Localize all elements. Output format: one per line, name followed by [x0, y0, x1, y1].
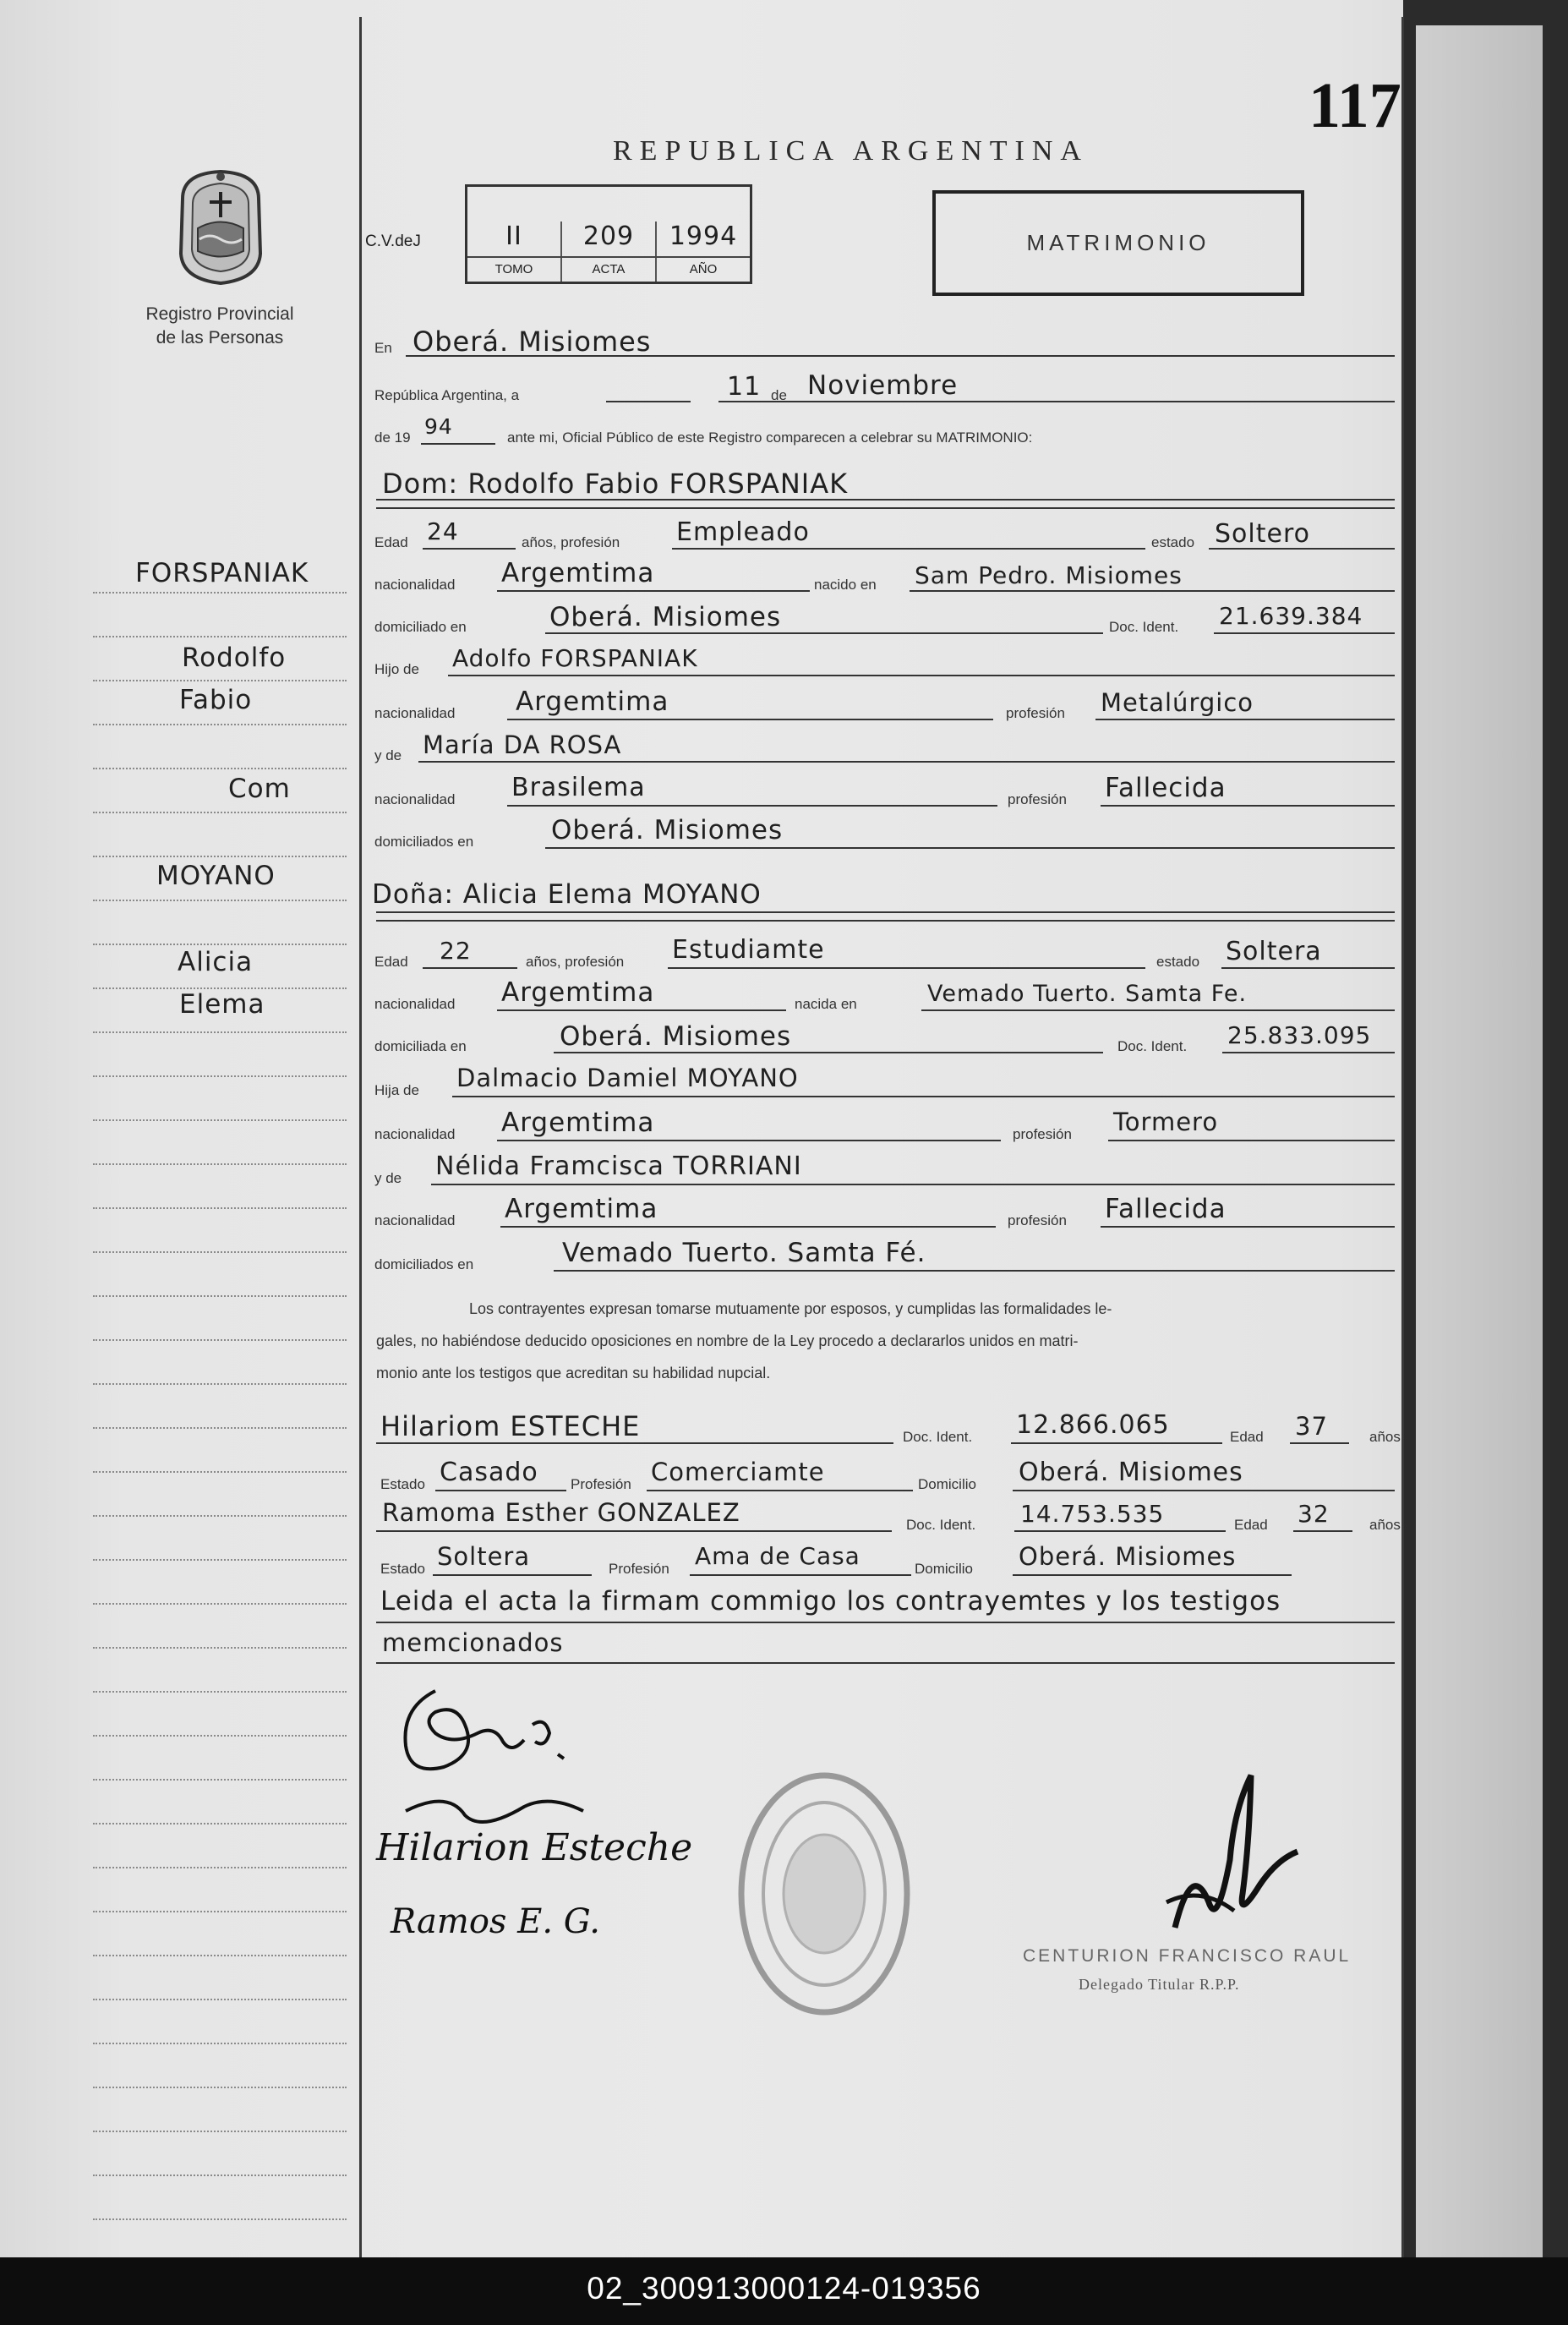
bride-madre-line: [431, 1184, 1395, 1185]
bride-madre-nac-label: nacionalidad: [374, 1212, 456, 1228]
groom-padres-dom: Oberá. Misiomes: [551, 815, 784, 845]
bride-heading-line-2: [376, 920, 1395, 922]
signature-witness-2: Ramos E. G.: [391, 1902, 601, 1941]
bride-domicilio: Oberá. Misiomes: [560, 1021, 792, 1052]
witness-1-doc: 12.866.065: [1016, 1410, 1170, 1440]
groom-madre-line: [418, 761, 1395, 763]
bride-yde-label: y de: [374, 1170, 402, 1186]
groom-madre-prof: Fallecida: [1105, 773, 1227, 803]
bride-dom-line: [554, 1052, 1103, 1053]
bride-nac-line: [497, 1009, 786, 1011]
bride-dom-label: domiciliada en: [374, 1038, 467, 1054]
bride-padre-prof: Tormero: [1113, 1108, 1219, 1136]
bride-padre-line: [452, 1096, 1395, 1097]
margin-ruling-line: [93, 1119, 347, 1121]
registry-line-2: de las Personas: [156, 328, 284, 347]
margin-given-2b: Elema: [179, 989, 265, 1020]
groom-doc-line: [1214, 632, 1395, 634]
witness-2-doc: 14.753.535: [1020, 1500, 1165, 1528]
groom-hijo-label: Hijo de: [374, 661, 419, 677]
bride-padre-nac-line: [497, 1140, 1001, 1141]
closing-line-2: memcionados: [382, 1628, 564, 1657]
margin-ruling-line: [93, 1691, 347, 1693]
witness-1-doc-label: Doc. Ident.: [903, 1429, 973, 1445]
witness-2-prof-label: Profesión: [609, 1561, 669, 1577]
signature-witness-1: Hilarion Esteche: [376, 1826, 693, 1869]
bride-nacida-line: [921, 1009, 1395, 1011]
groom-padre-line: [448, 675, 1395, 676]
margin-ruling-line: [93, 1339, 347, 1341]
witness-1-prof-label: Profesión: [571, 1476, 631, 1492]
margin-ruling-line: [93, 812, 347, 813]
provincial-seal-icon: [166, 165, 276, 287]
margin-ruling-line: [93, 636, 347, 637]
acta-value: 209: [562, 222, 657, 256]
margin-ruling-line: [93, 1471, 347, 1473]
witness-1-estado: Casado: [440, 1458, 538, 1487]
witness-1-prof-line: [647, 1490, 913, 1491]
signature-bride: [385, 1674, 587, 1801]
margin-rule-left: [359, 17, 362, 2257]
margin-ruling-line: [93, 1647, 347, 1649]
margin-ruling-line: [93, 592, 347, 594]
bride-madre-prof: Fallecida: [1105, 1194, 1227, 1224]
groom-profesion: Empleado: [676, 517, 810, 547]
groom-heading: Dom: Rodolfo Fabio FORSPANIAK: [382, 468, 849, 500]
official-stamp-icon: [735, 1767, 913, 2021]
bride-edad-line: [423, 967, 517, 969]
groom-madre-nac: Brasilema: [511, 773, 646, 802]
record-type-box: MATRIMONIO: [932, 190, 1304, 296]
official-role: Delegado Titular R.P.P.: [1079, 1976, 1240, 1993]
witness-1-dom-label: Domicilio: [918, 1476, 976, 1492]
margin-ruling-line: [93, 1383, 347, 1385]
bride-nacionalidad: Argemtima: [501, 977, 655, 1008]
groom-padre-nac-label: nacionalidad: [374, 705, 456, 721]
witness-2-profesion: Ama de Casa: [695, 1542, 860, 1570]
witness-1-estado-line: [435, 1490, 566, 1491]
registry-line-1: Registro Provincial: [145, 304, 294, 324]
margin-surname-1: FORSPANIAK: [135, 558, 309, 588]
bride-profesion: Estudiamte: [672, 935, 825, 965]
bride-heading-line: [376, 911, 1395, 913]
groom-nac-label: nacionalidad: [374, 577, 456, 593]
record-code-label: C.V.deJ: [365, 232, 421, 250]
witness-1-estado-label: Estado: [380, 1476, 425, 1492]
bride-profesion-line: [668, 967, 1145, 969]
witness-2-edad-line: [1293, 1530, 1352, 1532]
groom-edad-line: [423, 548, 516, 550]
tomo-label: TOMO: [467, 258, 562, 282]
witness-2-estado: Soltera: [437, 1542, 531, 1571]
closing-line-2-rule: [376, 1662, 1395, 1664]
witness-2-doc-label: Doc. Ident.: [906, 1517, 976, 1533]
place-line: [406, 355, 1395, 357]
groom-nac-line: [497, 590, 810, 592]
witness-1-domicilio: Oberá. Misiomes: [1019, 1458, 1243, 1487]
witness-1-profesion: Comerciamte: [651, 1458, 825, 1486]
margin-rule-right: [1401, 17, 1404, 2257]
place-value: Oberá. Misiomes: [412, 326, 652, 358]
margin-ruling-line: [93, 1295, 347, 1297]
de-label: de: [771, 387, 787, 403]
groom-madre-prof-line: [1101, 805, 1395, 807]
groom-heading-line-2: [376, 507, 1395, 509]
margin-ruling-line: [93, 2043, 347, 2044]
acta-label: ACTA: [562, 258, 657, 282]
groom-domicilio: Oberá. Misiomes: [549, 602, 782, 632]
margin-ruling-line: [93, 1251, 347, 1253]
signature-official: [1150, 1759, 1302, 1953]
witness-1-doc-line: [1011, 1442, 1222, 1444]
margin-ruling-line: [93, 900, 347, 901]
witness-2-prof-line: [690, 1574, 911, 1576]
margin-ruling-line: [93, 1427, 347, 1429]
groom-doc-label: Doc. Ident.: [1109, 619, 1179, 635]
declaration-line-1: Los contrayentes expresan tomarse mutuamente por esposos, y cumplidas las formalidades le-: [469, 1300, 1112, 1317]
margin-ruling-line: [93, 1559, 347, 1561]
groom-estado-line: [1209, 548, 1395, 550]
witness-2-doc-line: [1014, 1530, 1226, 1532]
groom-profesion-line: [672, 548, 1145, 550]
month-value: Noviembre: [807, 370, 959, 401]
groom-padre-prof-line: [1095, 719, 1395, 720]
groom-estado: Soltero: [1215, 519, 1310, 549]
year-suffix: 94: [424, 414, 453, 439]
margin-given-2a: Alicia: [178, 947, 254, 977]
margin-ruling-line: [93, 1867, 347, 1868]
bride-nac-label: nacionalidad: [374, 996, 456, 1012]
bride-padres-dom-line: [554, 1270, 1395, 1272]
margin-ruling-line: [93, 1911, 347, 1912]
margin-ruling-line: [93, 2175, 347, 2176]
declaration-line-2: gales, no habiéndose deducido oposiciones en nombre de la Ley procedo a declararlos unidos en matri-: [376, 1332, 1079, 1349]
bride-madre-prof-label: profesión: [1008, 1212, 1067, 1228]
tomo-value: II: [467, 222, 562, 256]
groom-heading-line: [376, 499, 1395, 501]
groom-doms-label: domiciliados en: [374, 834, 474, 850]
year-prefix: de 19: [374, 429, 411, 446]
groom-doc: 21.639.384: [1219, 602, 1363, 630]
groom-edad-label: Edad: [374, 534, 408, 550]
witness-2-name-line: [376, 1530, 892, 1532]
margin-ruling-line: [93, 724, 347, 725]
page-number: 117: [1308, 70, 1401, 141]
witness-2-edad: 32: [1298, 1500, 1330, 1528]
en-label: En: [374, 340, 392, 356]
margin-connector: Com: [228, 774, 291, 804]
witness-2-dom-label: Domicilio: [915, 1561, 973, 1577]
witness-1-edad: 37: [1295, 1412, 1328, 1441]
bride-nacida-label: nacida en: [795, 996, 857, 1012]
groom-nacido-en: Sam Pedro. Misiomes: [915, 561, 1183, 589]
witness-2-anios-label: años: [1369, 1517, 1401, 1533]
country-heading: REPUBLICA ARGENTINA: [613, 135, 1089, 167]
margin-ruling-line: [93, 2087, 347, 2088]
next-page-edge: [1416, 25, 1543, 2257]
witness-1-anios-label: años: [1369, 1429, 1401, 1445]
margin-ruling-line: [93, 1735, 347, 1737]
margin-ruling-line: [93, 680, 347, 681]
groom-padre-nac-line: [507, 719, 993, 720]
bride-padres-dom: Vemado Tuerto. Samta Fé.: [562, 1238, 926, 1268]
closing-line-1-rule: [376, 1622, 1395, 1623]
day-pre-line: [606, 401, 691, 402]
witness-1-name-line: [376, 1442, 893, 1444]
groom-madre-nac-line: [507, 805, 997, 807]
groom-padre: Adolfo FORSPANIAK: [452, 644, 698, 672]
margin-surname-2: MOYANO: [156, 861, 276, 891]
margin-ruling-line: [93, 1515, 347, 1517]
groom-padre-prof: Metalúrgico: [1101, 688, 1254, 717]
bride-anios-label: años, profesión: [526, 954, 625, 970]
groom-madre-nac-label: nacionalidad: [374, 791, 456, 807]
registry-name: [118, 303, 321, 350]
bride-doc-label: Doc. Ident.: [1117, 1038, 1188, 1054]
bride-edad: 22: [440, 937, 472, 965]
republica-label: República Argentina, a: [374, 387, 520, 403]
witness-2-dom-line: [1013, 1574, 1292, 1576]
bride-madre-prof-line: [1101, 1226, 1395, 1228]
record-number-box: [465, 184, 752, 284]
witness-2-edad-label: Edad: [1234, 1517, 1268, 1533]
margin-ruling-line: [93, 768, 347, 769]
margin-given-1a: Rodolfo: [182, 643, 287, 673]
margin-ruling-line: [93, 1075, 347, 1077]
anio-label: AÑO: [689, 262, 718, 276]
witness-1-edad-label: Edad: [1230, 1429, 1264, 1445]
margin-ruling-line: [93, 1207, 347, 1209]
groom-padre-nac: Argemtima: [516, 687, 669, 717]
groom-padres-dom-line: [545, 847, 1395, 849]
official-name: CENTURION FRANCISCO RAUL: [1023, 1946, 1352, 1966]
groom-anios-label: años, profesión: [522, 534, 620, 550]
bride-padre-prof-line: [1108, 1140, 1395, 1141]
groom-nacido-label: nacido en: [814, 577, 877, 593]
groom-edad: 24: [427, 517, 459, 545]
date-line: [718, 401, 1395, 402]
closing-line-1: Leida el acta la firmam commigo los contrayemtes y los testigos: [380, 1586, 1281, 1617]
margin-ruling-line: [93, 2131, 347, 2132]
bride-estado: Soltera: [1226, 937, 1322, 966]
image-identifier: 02_300913000124-019356: [587, 2271, 981, 2306]
margin-ruling-line: [93, 1823, 347, 1824]
bride-nacida-en: Vemado Tuerto. Samta Fe.: [927, 981, 1248, 1007]
bride-edad-label: Edad: [374, 954, 408, 970]
margin-ruling-line: [93, 1031, 347, 1033]
margin-given-1b: Fabio: [179, 685, 253, 715]
margin-ruling-line: [93, 944, 347, 945]
witness-2-estado-line: [433, 1574, 592, 1576]
witness-1-name: Hilariom ESTECHE: [380, 1410, 641, 1442]
groom-padre-prof-label: profesión: [1006, 705, 1065, 721]
margin-ruling-line: [93, 856, 347, 857]
bride-heading: Doña: Alicia Elema MOYANO: [372, 879, 762, 910]
witness-2-estado-label: Estado: [380, 1561, 425, 1577]
margin-ruling-line: [93, 1955, 347, 1956]
groom-madre-prof-label: profesión: [1008, 791, 1067, 807]
day-value: 11: [727, 372, 762, 402]
anio-value: 1994: [669, 222, 738, 251]
groom-yde-label: y de: [374, 747, 402, 763]
bride-doc: 25.833.095: [1227, 1021, 1372, 1049]
groom-dom-line: [545, 632, 1103, 634]
bride-padre: Dalmacio Damiel MOYANO: [456, 1064, 799, 1092]
groom-madre: María DA ROSA: [423, 730, 622, 759]
witness-2-domicilio: Oberá. Misiomes: [1019, 1542, 1237, 1571]
margin-ruling-line: [93, 1163, 347, 1165]
groom-nacionalidad: Argemtima: [501, 558, 655, 588]
witness-1-dom-line: [1013, 1490, 1395, 1491]
groom-dom-label: domiciliado en: [374, 619, 467, 635]
bride-madre-nac: Argemtima: [505, 1194, 658, 1224]
groom-estado-label: estado: [1151, 534, 1195, 550]
bride-padre-nac: Argemtima: [501, 1108, 655, 1138]
bride-hija-label: Hija de: [374, 1082, 419, 1098]
bride-madre-nac-line: [500, 1226, 996, 1228]
declaration-line-3: monio ante los testigos que acreditan su habilidad nupcial.: [376, 1365, 771, 1381]
year-line: [421, 443, 495, 445]
margin-ruling-line: [93, 1999, 347, 2000]
margin-ruling-line: [93, 1603, 347, 1605]
witness-1-edad-line: [1290, 1442, 1349, 1444]
margin-ruling-line: [93, 1779, 347, 1781]
witness-2-name: Ramoma Esther GONZALEZ: [382, 1498, 740, 1527]
bride-padre-nac-label: nacionalidad: [374, 1126, 456, 1142]
margin-ruling-line: [93, 2218, 347, 2220]
bride-estado-line: [1221, 967, 1395, 969]
bride-doms-label: domiciliados en: [374, 1256, 474, 1272]
bride-doc-line: [1222, 1052, 1395, 1053]
groom-nacido-line: [910, 590, 1395, 592]
bride-estado-label: estado: [1156, 954, 1200, 970]
bride-madre: Nélida Framcisca TORRIANI: [435, 1152, 802, 1181]
bride-padre-prof-label: profesión: [1013, 1126, 1072, 1142]
intro-statement: ante mi, Oficial Público de este Registro comparecen a celebrar su MATRIMONIO:: [507, 429, 1033, 446]
